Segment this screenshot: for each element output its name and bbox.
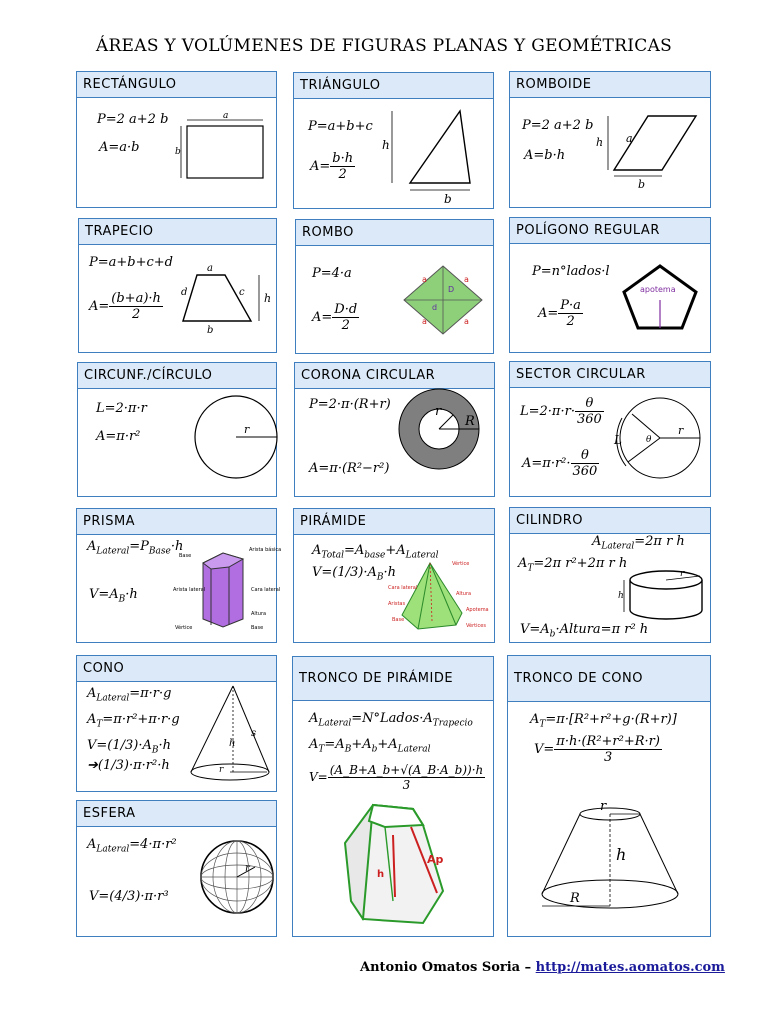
card-title: CONO	[77, 656, 276, 682]
formula-length: L=2·π·r	[96, 401, 147, 416]
formula-perimeter: P=2·π·(R+r)	[309, 397, 391, 412]
formula-area: A= $\frac{(b+a)\cdot h}{2}$	[89, 291, 161, 322]
label-L: L	[614, 433, 622, 447]
card-title: PRISMA	[77, 509, 276, 535]
label-h: h	[264, 292, 272, 305]
formula-perimeter: P=2 a+2 b	[97, 112, 169, 127]
label-aristas: Aristas	[388, 601, 406, 607]
formula-volume: $V=(1/3)\cdot A_B\cdot h$	[87, 738, 172, 756]
card-rombo	[295, 219, 494, 354]
label-a: a	[422, 317, 427, 326]
card-tronco-cono	[507, 655, 711, 937]
label-h: h	[382, 138, 390, 152]
formula-total-area: $A_T=A_B+A_b+A_{Lateral}$	[309, 737, 431, 755]
formula-area: A=a·b	[99, 140, 140, 155]
card-tronco-piramide	[292, 656, 494, 937]
label-cara-lateral: Cara lateral	[251, 587, 281, 593]
rhomboid-diagram	[510, 72, 710, 207]
cylinder-diagram	[510, 508, 710, 642]
formula-length: L=2·π·r· $\frac{\theta}{360}$	[520, 396, 602, 427]
formula-lateral-area: $A_{Lateral}=2\pi$ r h	[592, 534, 685, 552]
card-title: ROMBOIDE	[510, 72, 710, 98]
label-D: D	[448, 285, 455, 294]
card-title: ESFERA	[77, 801, 276, 827]
card-trapecio	[78, 218, 277, 353]
card-romboide	[509, 71, 711, 208]
formula-perimeter: P=4·a	[312, 266, 352, 281]
label-b: b	[207, 325, 214, 336]
trapezoid-diagram	[79, 219, 276, 352]
formula-volume: $V=A_B\cdot h$	[89, 587, 138, 605]
label-arista-basica: Arista básica	[249, 547, 282, 553]
label-arista-lateral: Arista lateral	[173, 587, 206, 593]
card-title: TRONCO DE PIRÁMIDE	[293, 657, 493, 701]
card-piramide	[293, 508, 495, 643]
label-ap: Ap	[427, 853, 444, 866]
card-cilindro	[509, 507, 711, 643]
label-base-bottom: Base	[251, 625, 264, 631]
formula-perimeter: P=a+b+c	[308, 119, 373, 134]
label-a: a	[464, 275, 469, 284]
rectangle-diagram	[77, 72, 276, 207]
formula-lateral-area: $A_{Lateral}=N^\circ Lados\cdot A_{Trapecio}$	[309, 711, 473, 729]
label-altura: Altura	[251, 611, 267, 617]
formula-perimeter: P=a+b+c+d	[89, 255, 173, 270]
prism-diagram	[77, 509, 282, 642]
cone-diagram	[77, 656, 276, 791]
formula-lateral-area: $A_{Lateral}=\pi\cdot r\cdot g$	[87, 686, 172, 704]
label-a: a	[422, 275, 427, 284]
sector-diagram	[510, 362, 710, 496]
frustum-cone-diagram	[508, 656, 710, 936]
formula-lateral-area: $A_{Lateral}=P_{Base}\cdot h$	[87, 539, 184, 557]
rhombus-diagram	[296, 220, 493, 353]
label-r: r	[219, 765, 224, 775]
annulus-diagram	[295, 363, 494, 496]
label-theta: θ	[646, 435, 652, 445]
formula-total-area: $A_{Total}=A_{base}+A_{Lateral}$	[312, 543, 439, 561]
formula-volume: V= $\frac{(A\_B+A\_b+√(A\_B\cdot A\_b))\cdot h}{3}$	[309, 763, 484, 792]
label-d: d	[432, 303, 438, 312]
label-r: r	[244, 423, 250, 436]
formula-volume: $V=A_b\cdot Altura=\pi$ r² h	[520, 622, 649, 640]
card-triangulo	[293, 72, 494, 209]
footer-link[interactable]: http://mates.aomatos.com	[535, 960, 725, 975]
label-s: s	[251, 728, 257, 739]
card-rectangulo	[76, 71, 277, 208]
circle-diagram	[78, 363, 276, 496]
formula-total-area: $A_T=\pi\cdot[R^2+r^2+g\cdot(R+r)]$	[530, 712, 677, 730]
card-poligono	[509, 217, 711, 353]
formula-total-area: $A_T=\pi\cdot r^2+\pi\cdot r\cdot g$	[87, 712, 180, 730]
formula-volume: V= $\frac{\text{π·h·(R²+r²+R·r)}}{3}$	[534, 734, 660, 765]
label-d: d	[181, 287, 188, 298]
formula-total-area: $A_T=2\pi$ r²+2π r h	[518, 556, 628, 574]
label-h: h	[596, 136, 604, 149]
label-h: h	[229, 738, 236, 749]
card-esfera	[76, 800, 277, 937]
card-title: CIRCUNF./CÍRCULO	[78, 363, 276, 389]
label-R: R	[570, 891, 580, 906]
sphere-diagram	[77, 801, 276, 936]
formula-perimeter: P=2 a+2 b	[522, 118, 594, 133]
card-title: PIRÁMIDE	[294, 509, 494, 535]
card-title: TRONCO DE CONO	[508, 656, 710, 702]
formula-volume: $V=(1/3)\cdot A_B\cdot h$	[312, 565, 397, 583]
card-corona	[294, 362, 495, 497]
formula-area: A=π·r²	[96, 429, 141, 444]
formula-area: A=b·h	[524, 148, 566, 163]
pyramid-diagram	[294, 509, 494, 642]
card-sector	[509, 361, 711, 497]
label-apotema: apotema	[640, 285, 676, 294]
formula-area: A= $\frac{D\cdot d}{2}$	[312, 302, 358, 333]
label-r: r	[680, 569, 685, 579]
footer	[360, 960, 725, 975]
label-a: a	[626, 132, 633, 145]
label-base-top: Base	[179, 553, 192, 559]
label-c: c	[239, 287, 245, 298]
label-vertices: Vértices	[466, 623, 486, 629]
card-cono	[76, 655, 277, 792]
label-h: h	[618, 591, 624, 601]
card-title: POLÍGONO REGULAR	[510, 218, 710, 244]
label-r: r	[435, 404, 442, 419]
card-title: TRIÁNGULO	[294, 73, 493, 99]
label-b: b	[175, 147, 181, 157]
formula-lateral-area: $A_{Lateral}=4\cdot\pi\cdot r^2$	[87, 837, 177, 855]
label-a: a	[207, 263, 213, 274]
formula-perimeter: P=n°lados·l	[532, 264, 610, 279]
label-vertice: Vértice	[175, 625, 193, 631]
card-title: SECTOR CIRCULAR	[510, 362, 710, 388]
label-b: b	[444, 192, 452, 206]
label-vertice: Vértice	[452, 561, 470, 567]
page-title: ÁREAS Y VOLÚMENES DE FIGURAS PLANAS Y GEOMÉTRICAS	[95, 36, 673, 56]
label-b: b	[638, 178, 646, 191]
card-title: RECTÁNGULO	[77, 72, 276, 98]
card-title: ROMBO	[296, 220, 493, 246]
label-h: h	[377, 869, 385, 880]
card-title: TRAPECIO	[79, 219, 276, 245]
label-cara-lateral: Cara lateral	[388, 585, 418, 591]
card-title: CORONA CIRCULAR	[295, 363, 494, 389]
label-a: a	[223, 111, 229, 121]
card-title: CILINDRO	[510, 508, 710, 534]
label-h: h	[616, 845, 627, 864]
label-altura: Altura	[456, 591, 472, 597]
formula-volume: V=(4/3)·π·r³	[89, 889, 169, 904]
formula-area: A= $\frac{b\cdot h}{2}$	[310, 151, 354, 182]
formula-area: A= $\frac{P\cdot a}{2}$	[538, 298, 581, 329]
card-circulo	[77, 362, 277, 497]
label-apotema: Apotema	[466, 607, 489, 613]
label-a: a	[464, 317, 469, 326]
formula-volume-alt: ➔(1/3)·π·r²·h	[87, 758, 170, 773]
footer-author: Antonio Omatos Soria –	[360, 960, 532, 975]
formula-area: A=π·r²· $\frac{\theta}{360}$	[522, 448, 598, 479]
label-r: r	[600, 799, 607, 814]
frustum-pyramid-diagram	[293, 657, 493, 936]
formula-area: A=π·(R²−r²)	[309, 461, 390, 476]
label-base: Base	[392, 617, 405, 623]
label-R: R	[465, 414, 475, 429]
pentagon-diagram	[510, 218, 710, 352]
label-r: r	[678, 424, 684, 437]
label-r: r	[245, 863, 250, 874]
card-prisma	[76, 508, 282, 643]
triangle-diagram	[294, 73, 493, 208]
